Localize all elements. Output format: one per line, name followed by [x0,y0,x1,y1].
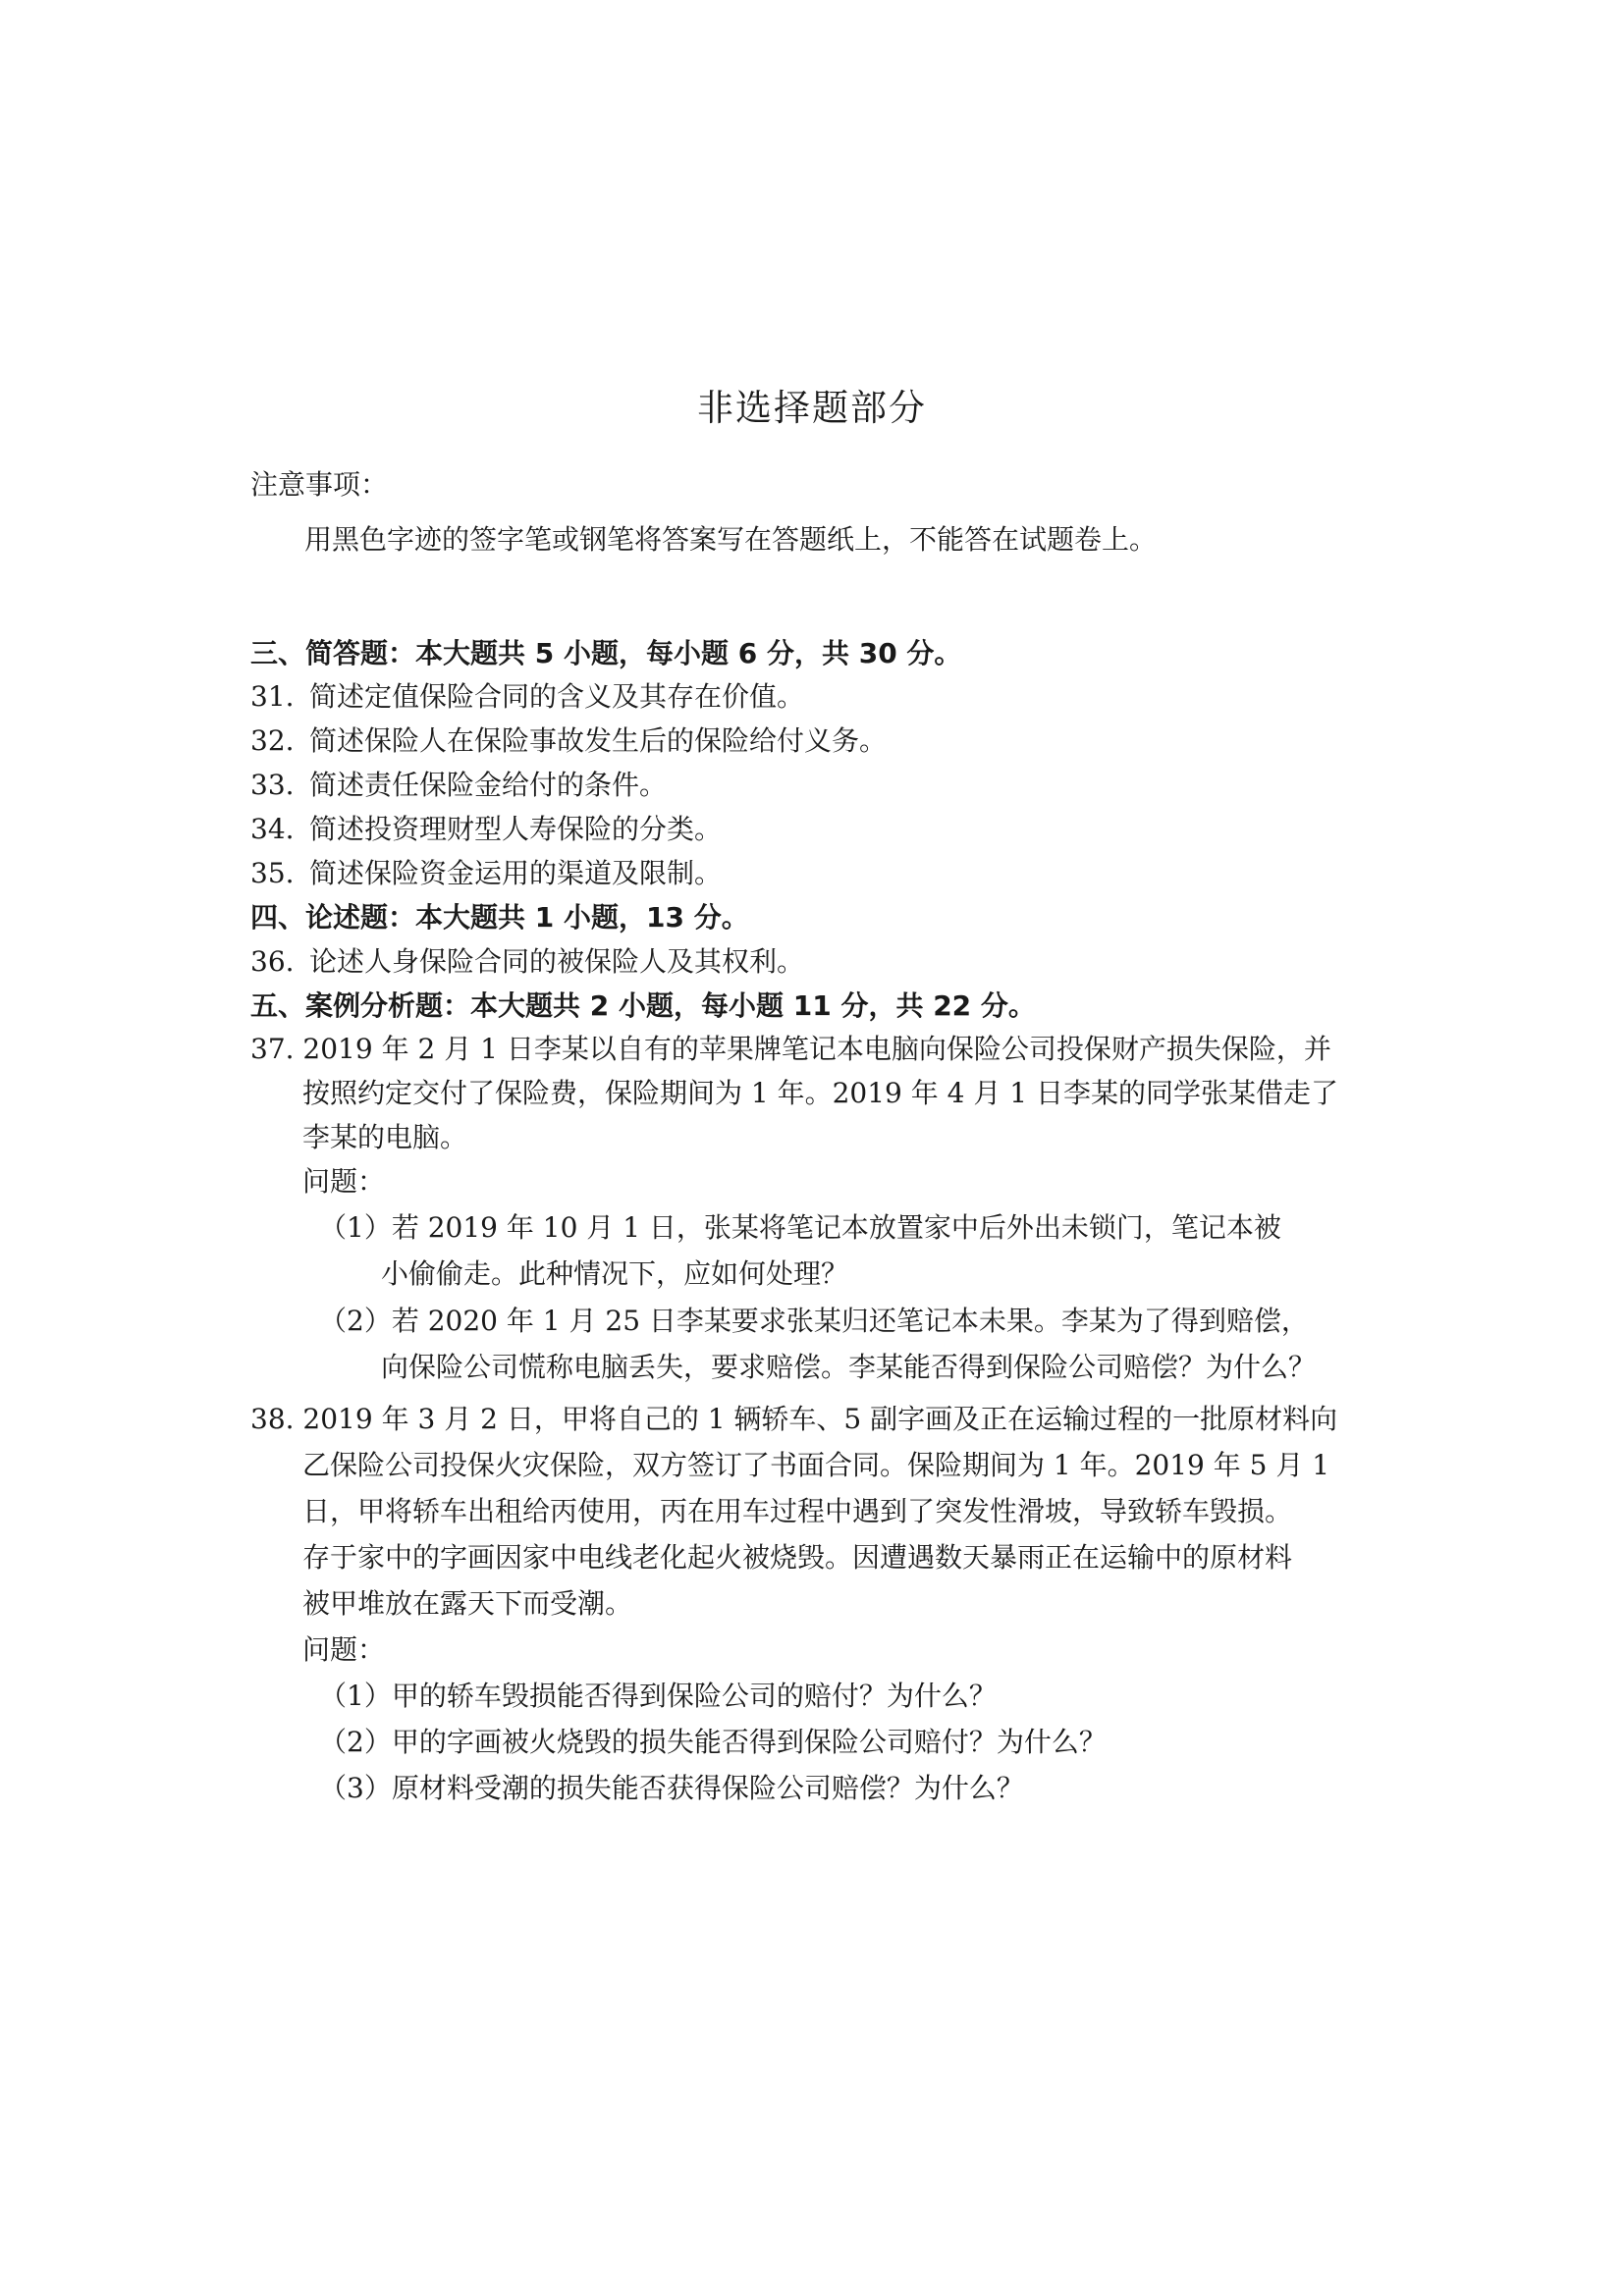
question-38-sub-3: （3）原材料受潮的损失能否获得保险公司赔偿？为什么？ [319,1772,1024,1804]
page-title: 非选择题部分 [697,387,927,429]
question-35 [250,852,722,895]
question-33 [250,764,667,807]
question-31 [250,675,804,719]
question-37-line-1: 37. 2019 年 2 月 1 日李某以自有的苹果牌笔记本电脑向保险公司投保财产损失保险，并 [250,1033,1331,1065]
question-text: 简述责任保险金给付的条件。 [309,769,668,801]
question-37-line-2: 按照约定交付了保险费，保险期间为 1 年。2019 年 4 月 1 日李某的同学张某借走了 [302,1077,1339,1109]
question-number: 31. [250,680,295,713]
question-37-sub-2-line-2: 向保险公司慌称电脑丢失，要求赔偿。李某能否得到保险公司赔偿？为什么？ [381,1351,1317,1383]
question-number: 33. [250,769,295,801]
notice-text: 用黑色字迹的签字笔或钢笔将答案写在答题纸上，不能答在试题卷上。 [304,523,1158,556]
question-37-sub-1-line-1: （1）若 2019 年 10 月 1 日，张某将笔记本放置家中后外出未锁门，笔记本被 [319,1211,1281,1244]
question-38-line-4: 存于家中的字画因家中电线老化起火被烧毁。因遭遇数天暴雨正在运输中的原材料 [302,1541,1293,1574]
question-text: 简述保险资金运用的渠道及限制。 [309,857,723,889]
question-text: 简述保险人在保险事故发生后的保险给付义务。 [309,724,888,757]
question-number: 36. [250,945,295,978]
question-37-sub-2-line-1: （2）若 2020 年 1 月 25 日李某要求张某归还笔记本未果。李某为了得到赔偿， [319,1305,1309,1337]
question-34 [250,808,722,851]
question-37-line-3: 李某的电脑。 [302,1121,468,1153]
question-text: 简述投资理财型人寿保险的分类。 [309,813,723,845]
question-32 [250,720,887,763]
question-38-line-3: 日，甲将轿车出租给丙使用，丙在用车过程中遇到了突发性滑坡，导致轿车毁损。 [302,1495,1293,1527]
question-38-label: 问题： [302,1633,386,1666]
section-3-heading: 三、简答题：本大题共 5 小题，每小题 6 分，共 30 分。 [250,637,962,669]
section-5-heading: 五、案例分析题：本大题共 2 小题，每小题 11 分，共 22 分。 [250,989,1036,1022]
question-36 [250,940,804,984]
question-text: 简述定值保险合同的含义及其存在价值。 [309,680,805,713]
question-37-sub-1-line-2: 小偷偷走。此种情况下，应如何处理？ [381,1257,849,1290]
question-text: 论述人身保险合同的被保险人及其权利。 [309,945,805,978]
notice-label: 注意事项： [250,468,389,501]
question-number: 32. [250,724,295,757]
question-number: 35. [250,857,295,889]
question-38-sub-1: （1）甲的轿车毁损能否得到保险公司的赔付？为什么？ [319,1680,997,1712]
question-38-line-1: 38. 2019 年 3 月 2 日，甲将自己的 1 辆轿车、5 副字画及正在运输过程的一批原材料向 [250,1403,1338,1435]
question-38-line-2: 乙保险公司投保火灾保险，双方签订了书面合同。保险期间为 1 年。2019 年 5 月 1 [302,1449,1330,1481]
question-37-label: 问题： [302,1165,386,1198]
question-number: 34. [250,813,295,845]
question-38-line-5: 被甲堆放在露天下而受潮。 [302,1587,633,1620]
question-38-sub-2: （2）甲的字画被火烧毁的损失能否得到保险公司赔付？为什么？ [319,1726,1107,1758]
section-4-heading: 四、论述题：本大题共 1 小题，13 分。 [250,901,749,934]
